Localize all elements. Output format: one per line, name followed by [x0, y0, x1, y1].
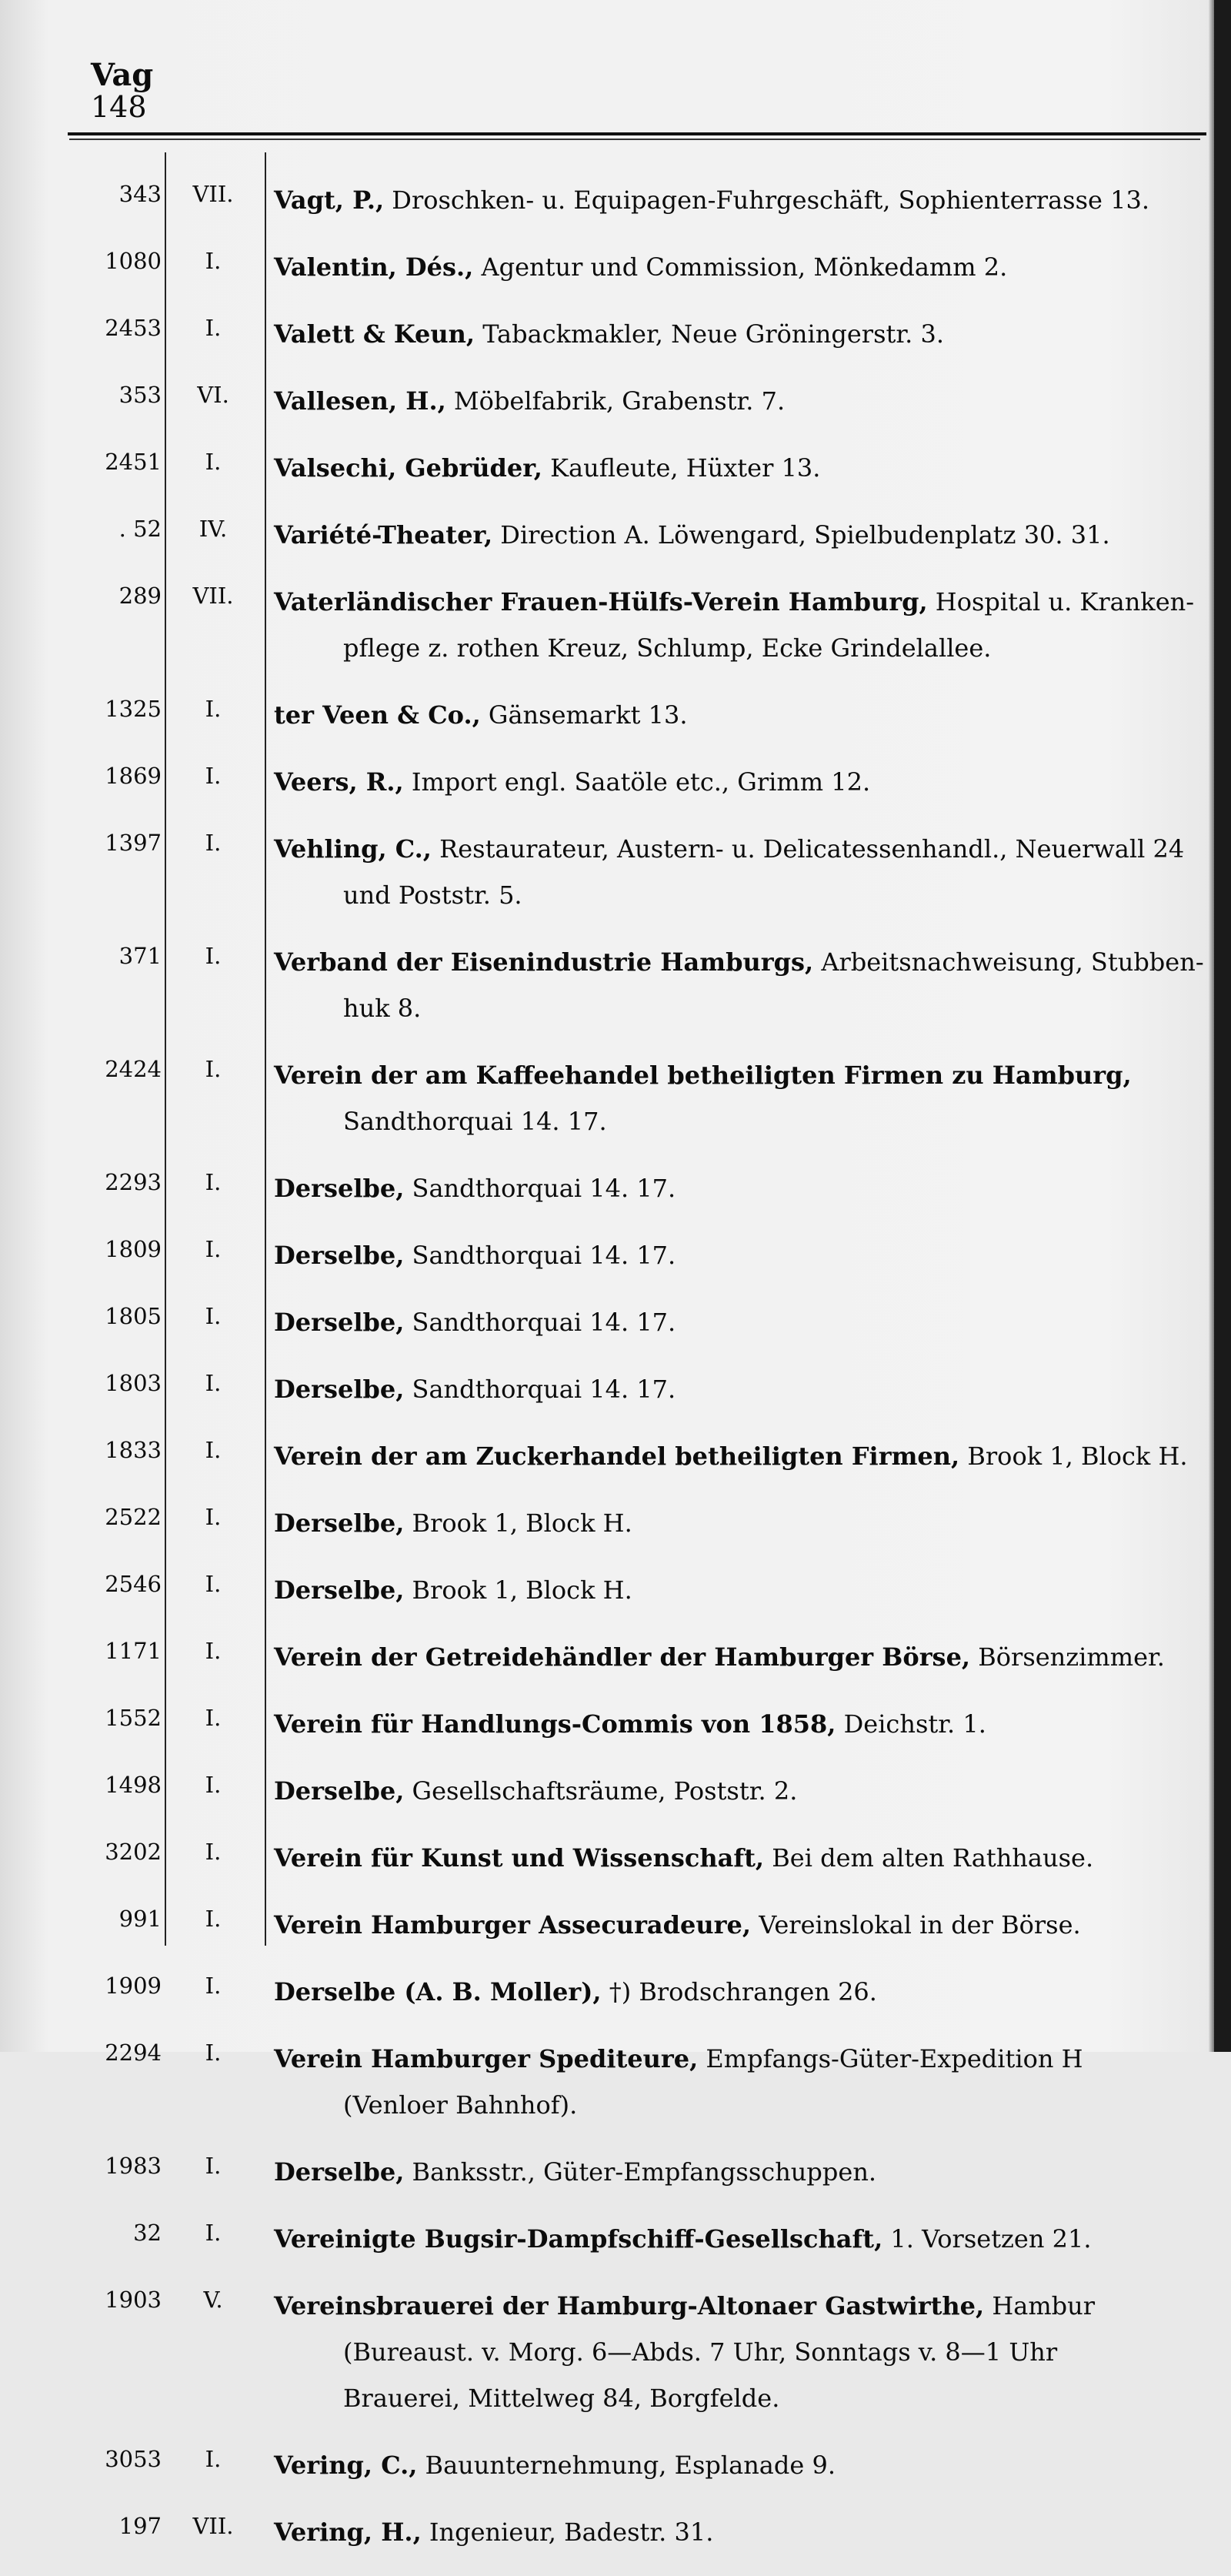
- entry-name: Valett & Keun,: [274, 319, 475, 349]
- directory-entry: [0, 1052, 1216, 1144]
- directory-entry: [0, 2509, 1216, 2555]
- entry-number: 2293: [105, 1169, 162, 1195]
- entry-text: [274, 1567, 1213, 1613]
- entry-description: Agentur und Commission, Mönkedamm 2.: [473, 252, 1008, 282]
- directory-entry: [0, 177, 1216, 223]
- entry-text: [274, 1902, 1213, 1948]
- directory-entry: [0, 311, 1216, 357]
- entry-text: [274, 2036, 1213, 2082]
- entry-name: Verein Hamburger Spediteure,: [274, 2044, 699, 2073]
- entry-district: I.: [205, 248, 222, 274]
- entry-district: I.: [205, 1236, 222, 1262]
- entry-text: [274, 311, 1213, 357]
- entry-district: IV.: [198, 516, 228, 542]
- entry-name: Valsechi, Gebrüder,: [274, 453, 542, 483]
- entry-text: [274, 1433, 1213, 1479]
- entry-description: Kaufleute, Hüxter 13.: [542, 453, 821, 483]
- entry-text: [274, 826, 1213, 872]
- entry-description: Börsenzimmer.: [970, 1642, 1165, 1672]
- entry-name: Verein der Getreidehändler der Hamburger Börse,: [274, 1642, 971, 1672]
- entry-description: Sandthorquai 14. 17.: [404, 1241, 676, 1270]
- entry-district: VI.: [197, 382, 229, 408]
- entry-name: Derselbe (A. B. Moller),: [274, 1977, 602, 2006]
- entry-district: I.: [205, 1705, 222, 1731]
- entry-description: Direction A. Löwengard, Spielbudenplatz 30. 31.: [492, 520, 1110, 550]
- entry-number: 32: [133, 2220, 162, 2246]
- entry-district: I.: [205, 1169, 222, 1195]
- entry-district: V.: [203, 2287, 223, 2313]
- entry-number: 1869: [105, 763, 162, 789]
- entry-text: [274, 1634, 1213, 1680]
- entry-district: I.: [205, 1303, 222, 1329]
- entry-text: [274, 1500, 1213, 1546]
- running-head: [91, 57, 154, 124]
- entry-name: Vallesen, H.,: [274, 386, 446, 416]
- entry-text: [274, 2149, 1213, 2195]
- entry-name: Derselbe,: [274, 1575, 405, 1605]
- entry-text: [274, 445, 1213, 491]
- entry-text: [274, 1299, 1213, 1345]
- entry-description: Brook 1, Block H.: [404, 1575, 632, 1605]
- entry-number: . 52: [118, 516, 162, 542]
- entry-name: Vering, H.,: [274, 2518, 422, 2547]
- entry-description: Brook 1, Block H.: [959, 1442, 1188, 1471]
- entry-number: 1805: [105, 1303, 162, 1329]
- entry-number: 353: [118, 382, 162, 408]
- page-number: 148: [91, 90, 147, 124]
- entry-number: 289: [118, 583, 162, 609]
- entry-continuation: pflege z. rothen Kreuz, Schlump, Ecke Grindelallee.: [343, 633, 992, 663]
- entry-name: Derselbe,: [274, 1375, 405, 1404]
- entry-name: Derselbe,: [274, 1509, 405, 1538]
- entry-name: Variété-Theater,: [274, 520, 493, 550]
- entry-name: Derselbe,: [274, 1776, 405, 1806]
- entry-district: I.: [205, 2040, 222, 2066]
- entry-description: Gänsemarkt 13.: [480, 700, 688, 730]
- directory-entry: [0, 1634, 1216, 1680]
- entry-name: Derselbe,: [274, 1241, 405, 1270]
- entry-text: [274, 692, 1213, 738]
- entry-number: 2294: [105, 2040, 162, 2066]
- entry-district: I.: [205, 1437, 222, 1463]
- entry-name: Veers, R.,: [274, 767, 404, 797]
- entry-description: Ingenieur, Badestr. 31.: [421, 2518, 714, 2547]
- entry-description: Hospital u. Kranken-: [927, 587, 1195, 616]
- directory-entry: [0, 1835, 1216, 1881]
- entry-text: [274, 1232, 1213, 1278]
- entry-description: Banksstr., Güter-Empfangsschuppen.: [404, 2157, 877, 2187]
- entry-text: [274, 939, 1213, 985]
- directory-entry: [0, 1902, 1216, 1948]
- entry-description: †) Brodschrangen 26.: [601, 1977, 877, 2006]
- entry-text: [274, 378, 1213, 424]
- entry-district: VII.: [192, 2513, 234, 2539]
- directory-entry: [0, 692, 1216, 738]
- entry-district: I.: [205, 1370, 222, 1396]
- directory-entry: [0, 2216, 1216, 2262]
- directory-entry: [0, 1701, 1216, 1747]
- entry-number: 3053: [105, 2446, 162, 2472]
- entry-text: [274, 2509, 1213, 2555]
- entry-description: Tabackmakler, Neue Gröningerstr. 3.: [475, 319, 944, 349]
- entry-number: 1803: [105, 1370, 162, 1396]
- entry-text: [274, 759, 1213, 805]
- entry-continuation: Brauerei, Mittelweg 84, Borgfelde.: [343, 2384, 780, 2413]
- entry-description: Droschken- u. Equipagen-Fuhrgeschäft, Sophienterrasse 13.: [384, 185, 1150, 215]
- entry-text: [274, 2216, 1213, 2262]
- entry-description: Gesellschaftsräume, Poststr. 2.: [404, 1776, 798, 1806]
- entry-district: I.: [205, 315, 222, 341]
- entry-continuation: huk 8.: [343, 994, 422, 1023]
- entry-description: Sandthorquai 14. 17.: [404, 1375, 676, 1404]
- directory-entries: [0, 177, 1216, 2576]
- directory-entry: [0, 1567, 1216, 1613]
- entry-continuation: und Poststr. 5.: [343, 880, 522, 910]
- entry-number: 2451: [105, 449, 162, 475]
- entry-district: I.: [205, 1839, 222, 1865]
- entry-name: Verein Hamburger Assecuradeure,: [274, 1910, 752, 1940]
- entry-district: I.: [205, 2153, 222, 2179]
- entry-name: Valentin, Dés.,: [274, 252, 474, 282]
- directory-entry: [0, 1165, 1216, 1211]
- entry-number: 1833: [105, 1437, 162, 1463]
- entry-name: Verein für Kunst und Wissenschaft,: [274, 1843, 765, 1873]
- directory-entry: [0, 939, 1216, 1031]
- entry-name: Vagt, P.,: [274, 185, 385, 215]
- entry-text: [274, 1701, 1213, 1747]
- page-edge: [1214, 0, 1231, 2052]
- entry-description: Bei dem alten Rathhause.: [764, 1843, 1094, 1873]
- directory-entry: [0, 445, 1216, 491]
- entry-description: Bauunternehmung, Esplanade 9.: [417, 2451, 836, 2480]
- header-rule-thin: [69, 139, 1200, 140]
- entry-name: ter Veen & Co.,: [274, 700, 481, 730]
- entry-number: 2522: [105, 1504, 162, 1530]
- entry-number: 1983: [105, 2153, 162, 2179]
- entry-description: 1. Vorsetzen 21.: [882, 2224, 1092, 2254]
- directory-entry: [0, 512, 1216, 558]
- entry-number: 2424: [105, 1056, 162, 1082]
- entry-district: I.: [205, 2446, 222, 2472]
- entry-description: Empfangs-Güter-Expedition H: [698, 2044, 1083, 2073]
- entry-description: Sandthorquai 14. 17.: [404, 1174, 676, 1203]
- directory-entry: [0, 579, 1216, 671]
- entry-district: VII.: [192, 583, 234, 609]
- entry-name: Derselbe,: [274, 1174, 405, 1203]
- entry-district: I.: [205, 1772, 222, 1798]
- entry-text: [274, 579, 1213, 625]
- entry-district: I.: [205, 1973, 222, 1999]
- entry-district: I.: [205, 763, 222, 789]
- entry-district: I.: [205, 1504, 222, 1530]
- entry-district: I.: [205, 1638, 222, 1664]
- entry-name: Vering, C.,: [274, 2451, 418, 2480]
- entry-text: [274, 1969, 1213, 2015]
- entry-district: I.: [205, 696, 222, 722]
- directory-entry: [0, 2283, 1216, 2421]
- entry-district: I.: [205, 449, 222, 475]
- entry-district: VII.: [192, 181, 234, 207]
- entry-name: Vaterländischer Frauen-Hülfs-Verein Hamburg,: [274, 587, 928, 616]
- entry-name: Vehling, C.,: [274, 834, 432, 864]
- directory-entry: [0, 1768, 1216, 1814]
- directory-entry: [0, 1969, 1216, 2015]
- directory-entry: [0, 1433, 1216, 1479]
- entry-text: [274, 512, 1213, 558]
- entry-name: Verein für Handlungs-Commis von 1858,: [274, 1709, 836, 1739]
- entry-name: Vereinigte Bugsir-Dampfschiff-Gesellschaft,: [274, 2224, 883, 2254]
- entry-number: 1809: [105, 1236, 162, 1262]
- entry-description: Hambur: [984, 2291, 1096, 2320]
- entry-number: 197: [118, 2513, 162, 2539]
- entry-description: Deichstr. 1.: [836, 1709, 986, 1739]
- entry-number: 371: [118, 943, 162, 969]
- entry-number: 1080: [105, 248, 162, 274]
- entry-text: [274, 1052, 1213, 1098]
- running-word: Vag: [91, 57, 154, 93]
- entry-text: [274, 244, 1213, 290]
- directory-entry: [0, 2442, 1216, 2488]
- entry-text: [274, 2283, 1213, 2329]
- entry-number: 2453: [105, 315, 162, 341]
- directory-entry: [0, 1366, 1216, 1412]
- entry-name: Vereinsbrauerei der Hamburg-Altonaer Gastwirthe,: [274, 2291, 985, 2320]
- entry-district: I.: [205, 2220, 222, 2246]
- entry-text: [274, 1366, 1213, 1412]
- entry-number: 2546: [105, 1571, 162, 1597]
- directory-entry: [0, 1232, 1216, 1278]
- entry-text: [274, 1835, 1213, 1881]
- directory-entry: [0, 826, 1216, 918]
- header-rule: [68, 132, 1206, 135]
- directory-entry: [0, 759, 1216, 805]
- entry-name: Verein der am Kaffeehandel betheiligten Firmen zu Hamburg,: [274, 1061, 1132, 1090]
- entry-text: [274, 2442, 1213, 2488]
- entry-district: I.: [205, 943, 222, 969]
- entry-number: 1552: [105, 1705, 162, 1731]
- entry-description: Brook 1, Block H.: [404, 1509, 632, 1538]
- directory-entry: [0, 378, 1216, 424]
- entry-district: I.: [205, 1056, 222, 1082]
- entry-description: Import engl. Saatöle etc., Grimm 12.: [403, 767, 871, 797]
- entry-description: Arbeitsnachweisung, Stubben-: [813, 947, 1204, 977]
- entry-continuation: Sandthorquai 14. 17.: [343, 1107, 607, 1136]
- directory-entry: [0, 1500, 1216, 1546]
- entry-name: Verband der Eisenindustrie Hamburgs,: [274, 947, 814, 977]
- entry-name: Verein der am Zuckerhandel betheiligten Firmen,: [274, 1442, 960, 1471]
- entry-description: Sandthorquai 14. 17.: [404, 1308, 676, 1337]
- entry-description: Restaurateur, Austern- u. Delicatessenhandl., Neuerwall 24: [431, 834, 1185, 864]
- entry-name: Derselbe,: [274, 1308, 405, 1337]
- entry-text: [274, 177, 1213, 223]
- entry-number: 1171: [105, 1638, 162, 1664]
- entry-district: I.: [205, 830, 222, 856]
- entry-number: 1903: [105, 2287, 162, 2313]
- directory-entry: [0, 2149, 1216, 2195]
- entry-continuation: (Venloer Bahnhof).: [343, 2090, 578, 2120]
- entry-district: I.: [205, 1571, 222, 1597]
- directory-entry: [0, 244, 1216, 290]
- entry-number: 1909: [105, 1973, 162, 1999]
- entry-name: Derselbe,: [274, 2157, 405, 2187]
- entry-number: 343: [118, 181, 162, 207]
- entry-number: 3202: [105, 1839, 162, 1865]
- entry-continuation: (Bureaust. v. Morg. 6—Abds. 7 Uhr, Sonntags v. 8—1 Uhr: [343, 2337, 1058, 2367]
- entry-text: [274, 1165, 1213, 1211]
- entry-number: 1397: [105, 830, 162, 856]
- entry-description: Möbelfabrik, Grabenstr. 7.: [445, 386, 786, 416]
- entry-text: [274, 1768, 1213, 1814]
- entry-number: 1325: [105, 696, 162, 722]
- entry-description: Vereinslokal in der Börse.: [751, 1910, 1081, 1940]
- entry-number: 991: [118, 1906, 162, 1932]
- entry-district: I.: [205, 1906, 222, 1932]
- directory-entry: [0, 2036, 1216, 2128]
- directory-entry: [0, 1299, 1216, 1345]
- entry-number: 1498: [105, 1772, 162, 1798]
